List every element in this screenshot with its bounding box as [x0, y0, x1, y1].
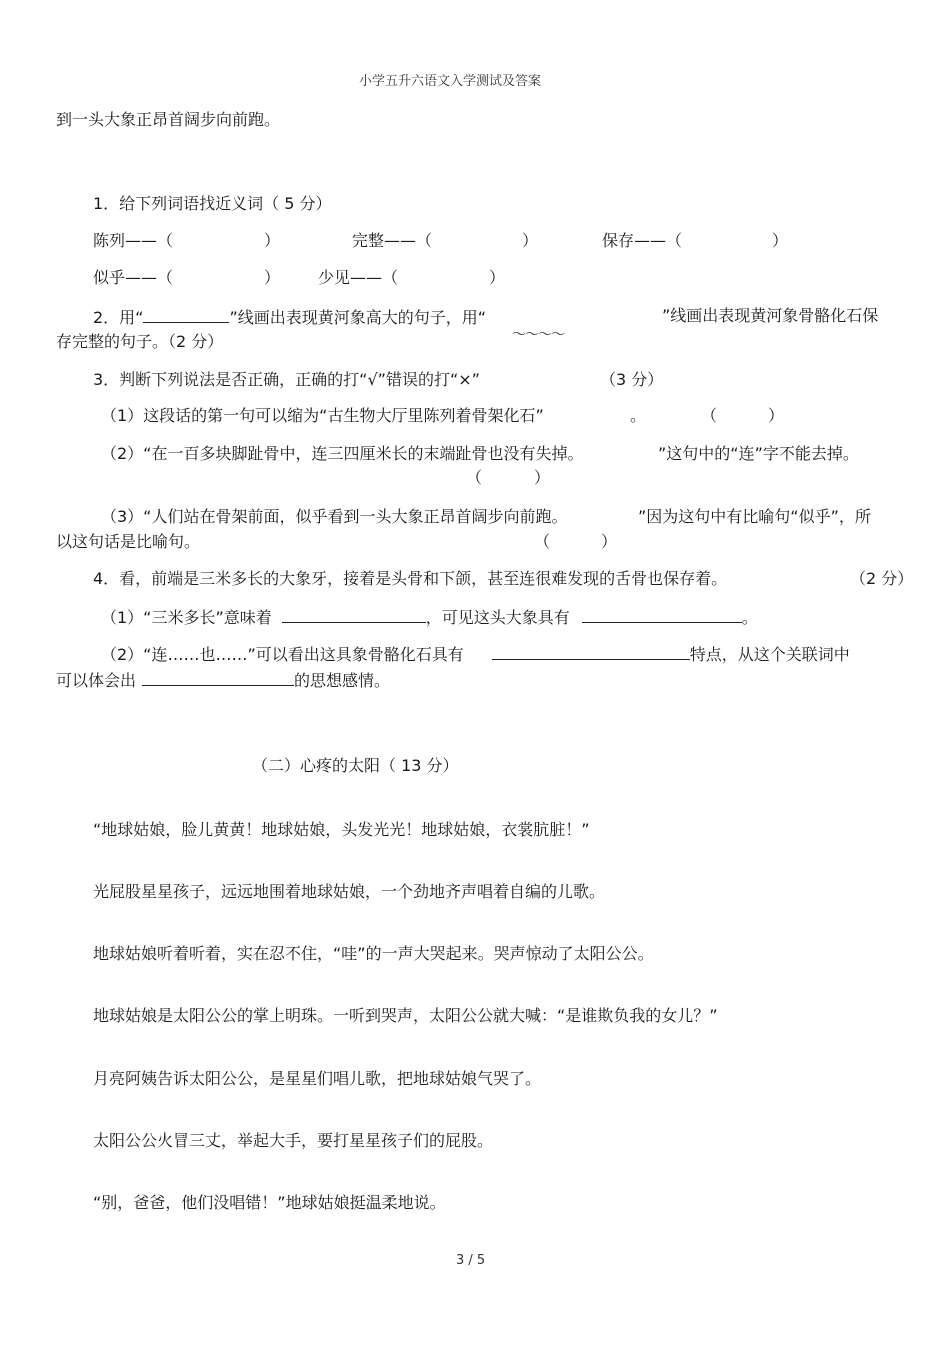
- section2-paragraph: “别，爸爸，他们没唱错！”地球姑娘挺温柔地说。: [93, 1193, 446, 1212]
- q4-item1-c: 。: [741, 608, 758, 627]
- section2-title: （二）心疼的太阳（ 13 分）: [252, 756, 459, 775]
- q2-straight-line-blank[interactable]: [143, 306, 229, 323]
- q4-item2-blank-2[interactable]: [142, 669, 294, 686]
- q4-score: （2 分）: [850, 569, 914, 588]
- q4-item2-b: 特点，从这个关联词中: [689, 645, 850, 664]
- q2-part3: ”线画出表现黄河象骨骼化石保: [662, 306, 879, 325]
- page-header: 小学五升六语文入学测试及答案: [359, 74, 542, 89]
- q2-line1: [93, 306, 486, 328]
- q4-item1-blank-1[interactable]: [282, 606, 426, 623]
- q2-wavy-line: ～～～～: [512, 327, 564, 343]
- q4-item2-line2-b: 的思想感情。: [294, 671, 391, 690]
- section2-paragraph: 光屁股星星孩子，远远地围着地球姑娘，一个劲地齐声唱着自编的儿歌。: [93, 882, 606, 901]
- q3-item2-close: ）: [534, 468, 551, 487]
- q1-word-5: 少见——（: [318, 268, 399, 287]
- q3-item3-close: ）: [601, 532, 618, 551]
- q3-item1-open: （: [701, 406, 718, 425]
- q4-item2-blank-1[interactable]: [492, 643, 690, 660]
- q1-word-2: 完整——（: [352, 231, 433, 250]
- section2-paragraph: 地球姑娘是太阳公公的掌上明珠。一听到哭声，太阳公公就大喊：“是谁欺负我的女儿？”: [93, 1006, 718, 1025]
- q4-item1-a: （1）“三米多长”意味着: [101, 608, 272, 627]
- q4-item2: [101, 643, 850, 665]
- q1-close-1: ）: [264, 231, 281, 250]
- page-number: 3 / 5: [456, 1253, 486, 1268]
- q1-word-4: 似乎——（: [93, 268, 174, 287]
- q4-item1: [101, 606, 758, 628]
- q1-close-2: ）: [522, 231, 539, 250]
- q2-line2: 存完整的句子。（2 分）: [56, 332, 224, 351]
- q1-close-5: ）: [489, 268, 506, 287]
- q3-item3-end: ”因为这句中有比喻句“似乎”，所: [638, 507, 871, 526]
- q1-word-1: 陈列——（: [93, 231, 174, 250]
- q3-item1: （1）这段话的第一句可以缩为“古生物大厅里陈列着骨架化石”: [101, 406, 544, 425]
- q1-title: 1．给下列词语找近义词（ 5 分）: [93, 194, 332, 213]
- q4-item2-a: （2）“连……也……”可以看出这具象骨骼化石具有: [101, 645, 464, 664]
- section2-paragraph: 月亮阿姨告诉太阳公公，是星星们唱儿歌，把地球姑娘气哭了。: [93, 1069, 542, 1088]
- q4-item2-line2: [56, 669, 390, 691]
- q3-item1-close: ）: [768, 406, 785, 425]
- section2-paragraph: 地球姑娘听着听着，实在忍不住，“哇”的一声大哭起来。哭声惊动了太阳公公。: [93, 944, 654, 963]
- q3-item3: （3）“人们站在骨架前面，似乎看到一头大象正昂首阔步向前跑。: [101, 507, 568, 526]
- q3-item2-end: ”这句中的“连”字不能去掉。: [658, 444, 859, 463]
- q3-item3-line2: 以这句话是比喻句。: [56, 532, 201, 551]
- intro-tail: 到一头大象正昂首阔步向前跑。: [56, 110, 281, 129]
- section2-paragraph: “地球姑娘，脸儿黄黄！地球姑娘，头发光光！地球姑娘，衣裳肮脏！”: [93, 820, 590, 839]
- q3-item3-open: （: [534, 532, 551, 551]
- q1-close-3: ）: [772, 231, 789, 250]
- q2-part2: ”线画出表现黄河象高大的句子，用“: [229, 308, 487, 327]
- q3-item2-open: （: [466, 468, 483, 487]
- q1-word-3: 保存——（: [602, 231, 683, 250]
- q3-item2: （2）“在一百多块脚趾骨中，连三四厘米长的末端趾骨也没有失掉。: [101, 444, 584, 463]
- q4-item2-line2-a: 可以体会出: [56, 671, 137, 690]
- section2-paragraph: 太阳公公火冒三丈，举起大手，要打星星孩子们的屁股。: [93, 1131, 494, 1150]
- q3-score: （3 分）: [600, 370, 664, 389]
- q3-title: 3．判断下列说法是否正确，正确的打“√”错误的打“×”: [93, 370, 480, 389]
- q1-close-4: ）: [264, 268, 281, 287]
- q4-title: 4．看，前端是三米多长的大象牙，接着是头骨和下颌，甚至连很难发现的舌骨也保存着。: [93, 569, 728, 588]
- q3-item1-end: 。: [630, 406, 647, 425]
- q2-part1: 2．用“: [93, 308, 144, 327]
- q4-item1-blank-2[interactable]: [582, 606, 742, 623]
- q4-item1-b: ，可见这头大象具有: [425, 608, 570, 627]
